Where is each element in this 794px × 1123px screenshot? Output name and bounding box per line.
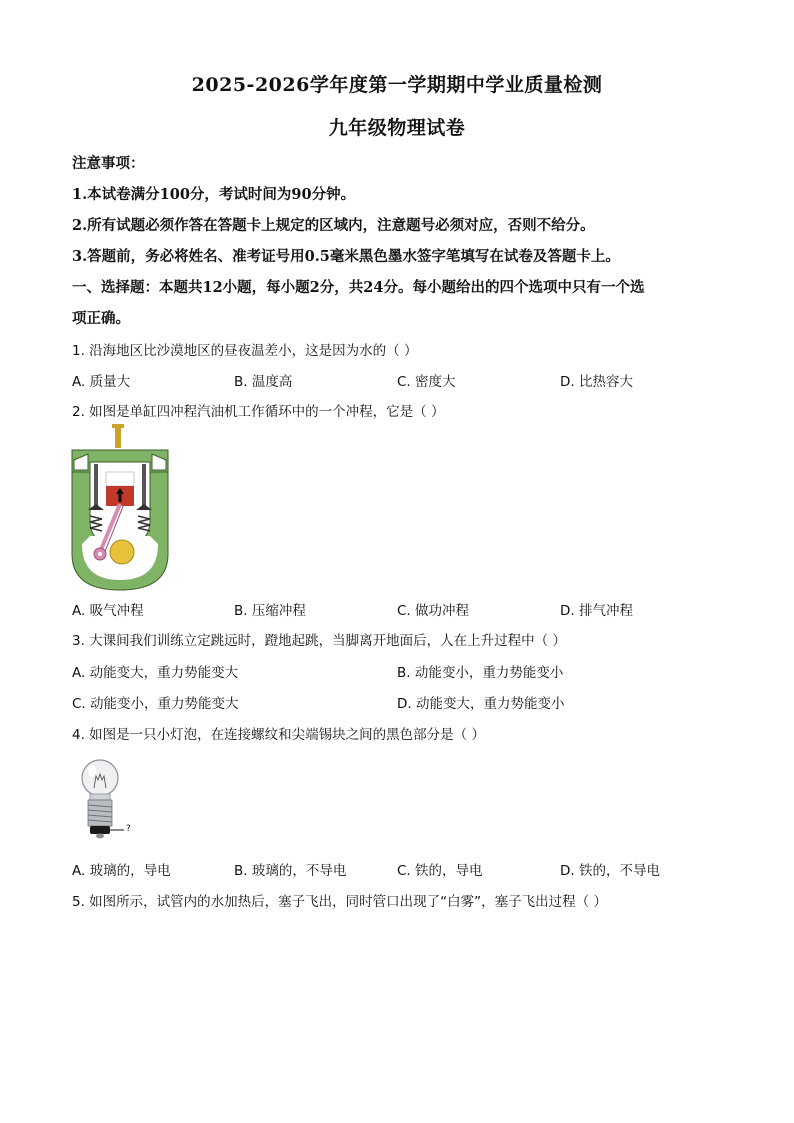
exam-subtitle: 九年级物理试卷 [328,117,466,139]
q1-option-d: D. 比热容大 [560,374,633,390]
insulator-part [90,826,110,834]
crankshaft-icon [110,540,134,564]
q4-option-d: D. 铁的，不导电 [560,863,660,879]
question-1-stem: 1. 沿海地区比沙漠地区的昼夜温差小，这是因为水的（ ） [72,343,418,359]
note-item-2: 2.所有试题必须作答在答题卡上规定的区域内，注意题号必须对应，否则不给分。 [72,217,595,234]
q2-option-b: B. 压缩冲程 [234,603,306,619]
q4-option-c: C. 铁的，导电 [397,863,483,879]
note-item-1: 1.本试卷满分100分，考试时间为90分钟。 [72,186,356,203]
q4-option-a: A. 玻璃的，导电 [72,863,171,879]
section-heading-line2: 项正确。 [72,310,130,327]
spark-plug-icon [115,426,121,448]
notes-heading: 注意事项： [72,155,145,172]
q4-option-b: B. 玻璃的，不导电 [234,863,347,879]
q1-option-a: A. 质量大 [72,374,131,390]
question-2-stem: 2. 如图是单缸四冲程汽油机工作循环中的一个冲程，它是（ ） [72,404,445,420]
q1-option-b: B. 温度高 [234,374,293,390]
question-5-stem: 5. 如图所示，试管内的水加热后，塞子飞出，同时管口出现了“白雾”，塞子飞出过程（ ） [72,894,607,910]
q3-option-d: D. 动能变大，重力势能变小 [397,696,565,712]
q3-option-c: C. 动能变小，重力势能变大 [72,696,239,712]
engine-stroke-figure [70,424,170,592]
note-item-3: 3.答题前，务必将姓名、准考证号用0.5毫米黑色墨水签字笔填写在试卷及答题卡上。 [72,248,620,265]
exam-title: 2025-2026学年度第一学期期中学业质量检测 [191,74,603,96]
q2-option-a: A. 吸气冲程 [72,603,144,619]
q1-option-c: C. 密度大 [397,374,456,390]
section-heading-line1: 一、选择题：本题共12小题，每小题2分，共24分。每小题给出的四个选项中只有一个选 [72,279,645,296]
question-3-stem: 3. 大课间我们训练立定跳远时，蹬地起跳，当脚离开地面后，人在上升过程中（ ） [72,633,566,649]
q3-option-a: A. 动能变大，重力势能变大 [72,665,239,681]
bulb-label-marker: ? [126,824,131,834]
light-bulb-figure [74,758,144,842]
q2-option-d: D. 排气冲程 [560,603,633,619]
q3-option-b: B. 动能变小，重力势能变小 [397,665,564,681]
question-4-stem: 4. 如图是一只小灯泡，在连接螺纹和尖端锡块之间的黑色部分是（ ） [72,727,485,743]
q2-option-c: C. 做功冲程 [397,603,470,619]
